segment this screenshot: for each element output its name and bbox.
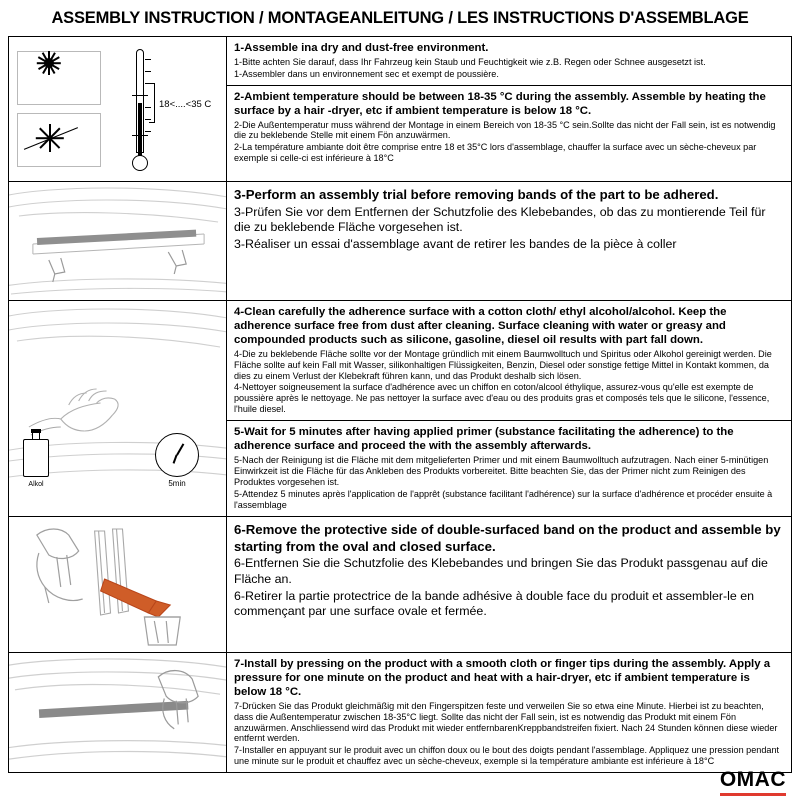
timer-icon [155, 433, 199, 488]
sun-icon [39, 53, 59, 73]
temp-range-bracket [149, 83, 155, 123]
step-4-heading: 4-Clean carefully the adherence surface with a cotton cloth/ ethyl alcohol/alcohol. Keep the adherence surface free from dust after cleaning. Surface cleaning with water or greasy and compounded products such as silicone, gasoline, diesel oil results with part fall down. [234, 306, 727, 346]
step-6-line-fr: 6-Retirer la partie protectrice de la bande adhésive à double face du produit et assembler-le en commençant par une surface ovale et fermée. [234, 588, 755, 619]
step-4-line-de: 4-Die zu beklebende Fläche sollte vor der Montage gründlich mit einem Baumwolltuch und Spiritus oder Alkohol gereinigt werden. Die Fläche sollte auf kein Fall mit Wasser, silikonhaltigen Flüssigkeiten, Benzin, Diesel oder sonstige fettige Mittel in Kontakt kommen, da dies zu einem Verlust der Klebekraft führen kann, und das Produkt deshalb sich lösen. [234, 348, 772, 381]
temp-range-label: 18<....<35 C [159, 99, 212, 110]
instruction-text-1 [227, 37, 791, 181]
step-3-line-de: 3-Prüfen Sie vor dem Entfernen der Schutzfolie des Klebebandes, ob das zu montierende Teil für die zu beklebende Fläche vorgesehen ist. [234, 204, 766, 235]
car-door-press-drawing [9, 653, 226, 772]
instruction-text-4 [227, 517, 791, 652]
step-1-block [227, 37, 791, 86]
instruction-row-2 [9, 182, 791, 301]
brand-logo [720, 768, 786, 796]
illustration-remove-liner [9, 517, 227, 652]
instruction-row-4 [9, 517, 791, 653]
sun-panel-frame [17, 51, 101, 105]
alcohol-bottle-icon [23, 429, 49, 488]
step-2-line-de: 2-Die Außentemperatur muss während der Montage in einem Bereich von 18-35 °C sein.Sollte das nicht der Fall sein, ist es notwendig die zu beklebende Stelle mit einem Fön anzuwärmen. [234, 119, 776, 141]
illustration-press-product [9, 653, 227, 772]
step-1-line-fr: 1-Assembler dans un environnement sec et exempt de poussière. [234, 68, 499, 79]
step-5-block [227, 421, 791, 515]
step-5-line-de: 5-Nach der Reinigung ist die Fläche mit dem mitgelieferten Primer und mit einem Baumwolltuch aufzutragen. Nach einer 5-minütigen Einwirkzeit ist die Fläche für das Ankleben des Produkts vorbereitet. Bitte beachten Sie, das der Primer nicht zum Reinigen des Produktes vorgesehen ist. [234, 454, 769, 487]
brand-logo-underline [720, 793, 786, 796]
car-door-drawing [9, 182, 226, 300]
alcohol-label: Alkol [28, 481, 44, 488]
step-7-line-fr: 7-Installer en appuyant sur le produit avec un chiffon doux ou le bout des doigts pendant l'assemblage. Appliquez une pression pendant une minute sur le produit et chauffez avec un sèche-cheveux, exemple si la température ambiante est inférieure à 18°C [234, 745, 780, 767]
step-5-heading: 5-Wait for 5 minutes after having applied primer (substance facilitating the adherence) to the adherence surface and proceed the with the assembly afterwards. [234, 426, 734, 453]
step-2-block [227, 86, 791, 169]
step-1-line-de: 1-Bitte achten Sie darauf, dass Ihr Fahrzeug kein Staub und Feuchtigkeit wie z.B. Regen oder Schnee ausgesetzt ist. [234, 56, 706, 67]
illustration-cleaning [9, 301, 227, 516]
step-7-heading: 7-Install by pressing on the product with a smooth cloth or finger tips during the assembly. Apply a pressure for one minute on the product and heat with a hair-dryer, etc if ambient temperature is below 18 °C. [234, 658, 771, 698]
step-5-line-fr: 5-Attendez 5 minutes après l'application de l'apprêt (substance facilitant l'adhérence) sur la surface d'adhérence et procéder ensuite à l'assemblage [234, 488, 773, 510]
illustration-environment [9, 37, 227, 181]
instruction-table [8, 36, 792, 773]
instruction-text-2 [227, 182, 791, 300]
instruction-text-3 [227, 301, 791, 516]
instruction-row-1 [9, 37, 791, 182]
no-snow-slash-icon [25, 117, 77, 161]
step-4-block [227, 301, 791, 421]
brand-logo-text: OMAC [719, 768, 786, 791]
step-1-heading: 1-Assemble ina dry and dust-free environment. [234, 42, 489, 54]
step-2-line-fr: 2-La température ambiante doit être comprise entre 18 et 35°C lors d'assemblage, chauffer la surface avec un sèche-cheveux par exemple si celle-ci est inférieure à 18°C [234, 142, 757, 164]
page-title: ASSEMBLY INSTRUCTION / MONTAGEANLEITUNG / LES INSTRUCTIONS D'ASSEMBLAGE [51, 9, 749, 27]
hand-peeling-tape-drawing [9, 517, 226, 652]
step-7-line-de: 7-Drücken Sie das Produkt gleichmäßig mit den Fingerspitzen feste und verweilen Sie so etwa eine Minute. Hierbei ist zu beachten, dass die Außentemperatur zwischen 18-35°C liegt. Sollte das nicht der Fall sein, ist es notwendig das Produkt mit einem Fön anzuwärmen. Anschliessend wird das Produkt mit wieder entfernbarenKreppbandstreifen fixiert. Nach 24 Stunden können diese wieder entfernt werden. [234, 700, 778, 744]
step-6-heading: 6-Remove the protective side of double-surfaced band on the product and assemble by starting from the oval and closed surface. [234, 522, 781, 554]
step-3-line-fr: 3-Réaliser un essai d'assemblage avant de retirer les bandes de la pièce à coller [234, 236, 677, 251]
instruction-text-5 [227, 653, 791, 772]
timer-label: 5min [168, 479, 186, 488]
illustration-assembly-trial [9, 182, 227, 300]
instruction-row-3 [9, 301, 791, 517]
step-2-heading: 2-Ambient temperature should be between 18-35 °C during the assembly. Assemble by heating the surface by a hair -dryer, etc if ambient temperature is below 18 °C. [234, 90, 766, 117]
instruction-row-5 [9, 653, 791, 772]
step-3-heading: 3-Perform an assembly trial before removing bands of the part to be adhered. [234, 187, 719, 202]
step-4-line-fr: 4-Nettoyer soigneusement la surface d'adhérence avec un chiffon en coton/alcool éthylique, assurez-vous qu'elle est exempte de poussière après le nettoyage. Ne pas nettoyer la surface avec d'eau ou des produits gras et composés tels que le silicone, l'essence, l'huile diesel. [234, 382, 770, 415]
step-6-line-de: 6-Entfernen Sie die Schutzfolie des Klebebandes und bringen Sie das Produkt passgenau auf die Fläche an. [234, 556, 768, 586]
